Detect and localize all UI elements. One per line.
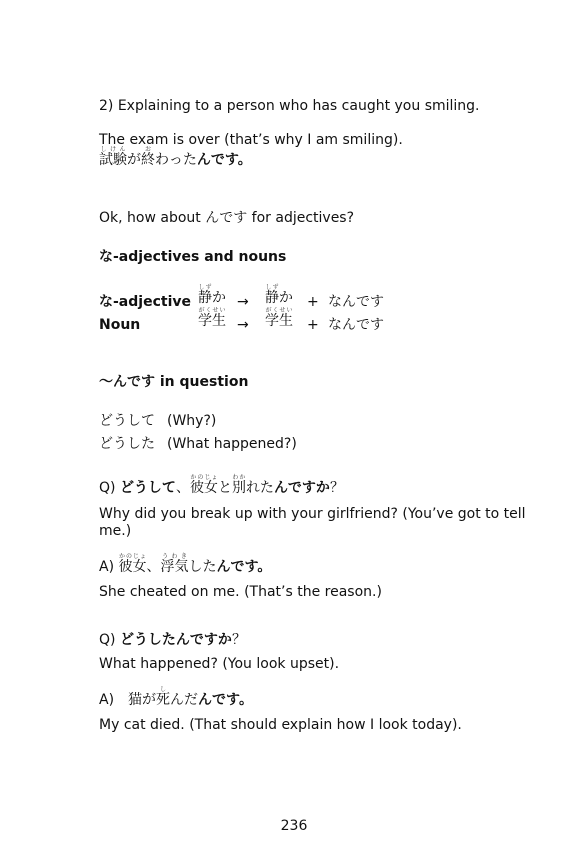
- answer-2-japanese: A) 猫が死しんだんです。: [99, 686, 253, 708]
- vocab-jp: どうして: [99, 413, 155, 429]
- question-2-japanese: Q) どうしたんですか？: [99, 632, 246, 648]
- row-result: 静しずか: [265, 284, 293, 306]
- vocab-jp: どうした: [99, 436, 155, 452]
- question-2-english: What happened? (You look upset).: [99, 656, 340, 672]
- plus-sign: +: [307, 317, 319, 333]
- furigana-shiken: 試験しけん: [99, 146, 127, 168]
- page-number: 236: [280, 818, 308, 834]
- adjective-intro: Ok, how about んです for adjectives?: [99, 210, 355, 226]
- arrow: →: [237, 317, 249, 333]
- row-word: 静しずか: [198, 284, 226, 306]
- example-english: The exam is over (that’s why I am smiling).: [99, 132, 403, 148]
- row-suffix: なんです: [328, 317, 384, 333]
- question-1-english-cont: me.): [99, 523, 132, 539]
- row-word: 学生がくせい: [198, 307, 226, 329]
- answer-1-japanese: A) 彼女かのじょ、浮気うわきしたんです。: [99, 553, 272, 575]
- section-heading: 2) Explaining to a person who has caught you smiling.: [99, 98, 480, 114]
- furigana-o: 終お: [141, 146, 155, 168]
- question-1-english: Why did you break up with your girlfriend? (You’ve got to tell: [99, 506, 526, 522]
- question-heading: 〜んです in question: [99, 374, 249, 390]
- plus-sign: +: [307, 294, 319, 310]
- example-japanese: 試験しけんが終おわったんです。: [99, 146, 252, 168]
- vocab-en: (Why?): [167, 413, 217, 429]
- row-suffix: なんです: [328, 294, 384, 310]
- vocab-en: (What happened?): [167, 436, 297, 452]
- answer-1-english: She cheated on me. (That’s the reason.): [99, 584, 382, 600]
- row-result: 学生がくせい: [265, 307, 293, 329]
- arrow: →: [237, 294, 249, 310]
- row-label: な-adjective: [99, 294, 191, 310]
- question-1-japanese: Q) どうして、彼女かのじょと別わかれたんですか？: [99, 474, 344, 496]
- answer-2-english: My cat died. (That should explain how I look today).: [99, 717, 462, 733]
- row-label: Noun: [99, 317, 141, 333]
- na-adjective-heading: な-adjectives and nouns: [99, 249, 287, 265]
